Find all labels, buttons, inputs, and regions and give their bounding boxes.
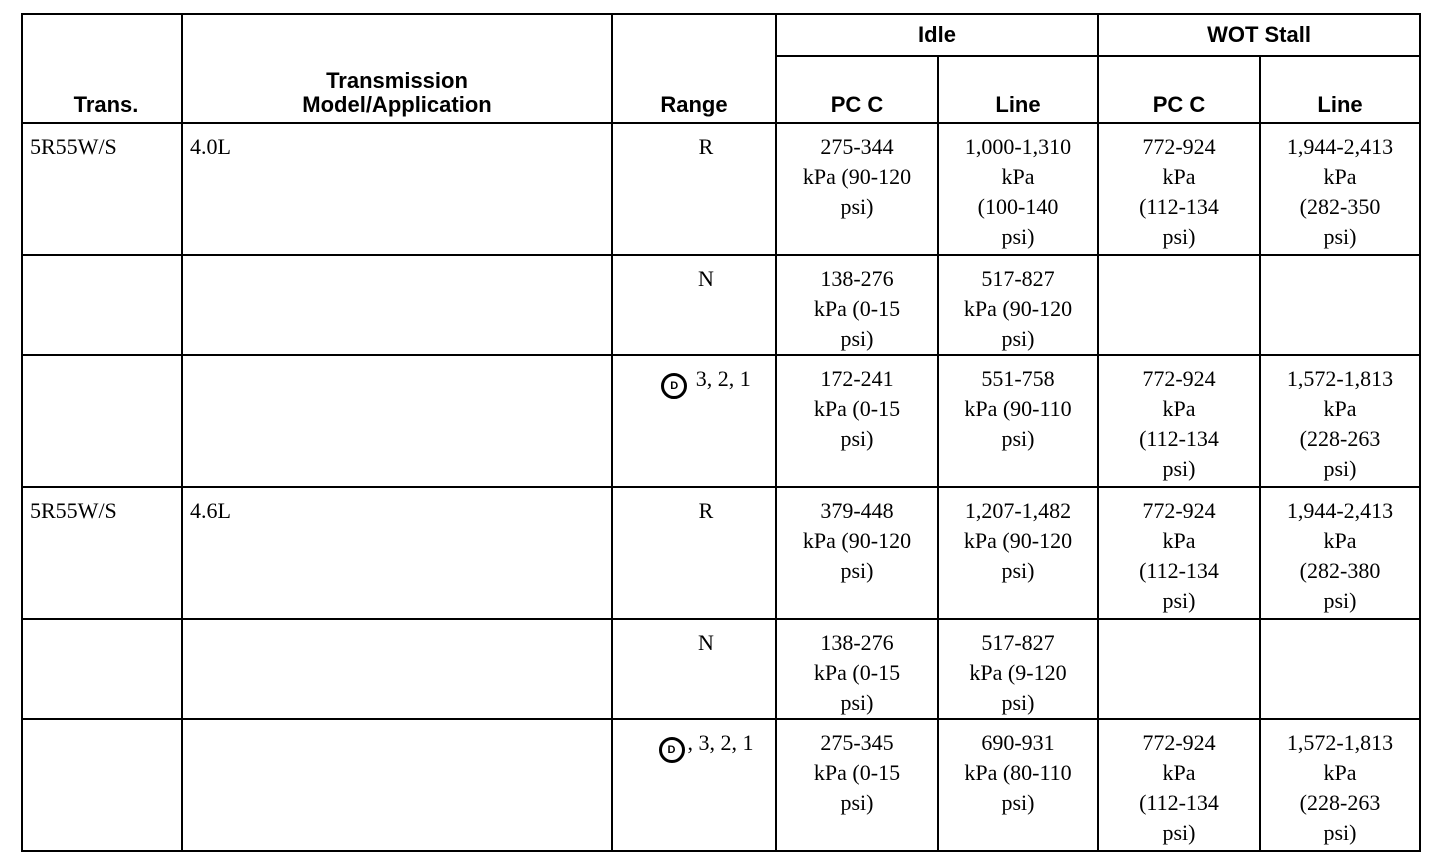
cell-idle-pcc [776, 255, 938, 355]
value-line: psi) [1001, 558, 1035, 583]
cell-wot-line [1260, 255, 1420, 355]
value-line: psi) [1323, 224, 1357, 249]
value-line: (112-134 [1139, 194, 1219, 219]
value-line: (112-134 [1139, 790, 1219, 815]
table-row [22, 619, 1420, 719]
value-line: kPa [1162, 528, 1196, 553]
cell-trans: 5R55W/S [22, 123, 182, 255]
value-line: 551-758 [981, 366, 1055, 391]
table-row [22, 719, 1420, 851]
cell-range [612, 719, 776, 851]
value-line: kPa (0-15 [813, 396, 901, 421]
cell-idle-line [938, 255, 1098, 355]
range-value: , 3, 2, 1 [687, 730, 754, 755]
cell-wot-pcc [1098, 719, 1260, 851]
cell-range [612, 123, 776, 255]
cell-range [612, 355, 776, 487]
value-line: kPa (9-120 [969, 660, 1067, 685]
value-line: kPa (90-120 [802, 164, 912, 189]
value-line: psi) [1001, 790, 1035, 815]
header-model-line2: Model/Application [302, 92, 492, 117]
value-line: psi) [840, 426, 874, 451]
header-wot-stall: WOT Stall [1098, 14, 1420, 56]
value-line: 772-924 [1142, 730, 1216, 755]
value-line: kPa [1323, 396, 1357, 421]
value-line: 1,572-1,813 [1286, 366, 1394, 391]
range-value: 3, 2, 1 [690, 366, 751, 391]
value-line: kPa (0-15 [813, 296, 901, 321]
header-model-application [182, 14, 612, 123]
circled-d-icon: D [661, 373, 687, 399]
value-line: (282-380 [1299, 558, 1381, 583]
value-line: psi) [1001, 224, 1035, 249]
cell-idle-pcc [776, 487, 938, 619]
value-line: kPa [1323, 164, 1357, 189]
cell-wot-pcc [1098, 255, 1260, 355]
cell-idle-line [938, 619, 1098, 719]
cell-model-application [182, 355, 612, 487]
value-line: psi) [1162, 224, 1196, 249]
cell-idle-pcc [776, 355, 938, 487]
value-line: psi) [1162, 456, 1196, 481]
value-line: (228-263 [1299, 426, 1381, 451]
value-line: psi) [840, 194, 874, 219]
value-line: 379-448 [820, 498, 894, 523]
value-line: 772-924 [1142, 134, 1216, 159]
value-line: kPa (80-110 [964, 760, 1072, 785]
cell-model-application [182, 719, 612, 851]
value-line: psi) [1001, 426, 1035, 451]
cell-wot-pcc [1098, 123, 1260, 255]
value-line: kPa [1001, 164, 1035, 189]
cell-trans [22, 619, 182, 719]
cell-range [612, 619, 776, 719]
value-line: psi) [840, 690, 874, 715]
header-wot-line: Line [1260, 56, 1420, 123]
value-line: 1,944-2,413 [1286, 498, 1394, 523]
cell-wot-line [1260, 355, 1420, 487]
value-line: psi) [1323, 820, 1357, 845]
cell-idle-line [938, 719, 1098, 851]
cell-wot-line [1260, 487, 1420, 619]
circled-d-icon: D [659, 737, 685, 763]
range-value: R [698, 134, 714, 159]
header-idle-pcc: PC C [776, 56, 938, 123]
cell-idle-pcc [776, 719, 938, 851]
value-line: psi) [1162, 820, 1196, 845]
cell-wot-pcc [1098, 619, 1260, 719]
cell-model-application: 4.6L [182, 487, 612, 619]
cell-idle-line [938, 487, 1098, 619]
table-row [22, 355, 1420, 487]
value-line: 517-827 [981, 630, 1055, 655]
cell-trans [22, 255, 182, 355]
cell-idle-pcc [776, 619, 938, 719]
value-line: 1,207-1,482 [964, 498, 1072, 523]
table-row [22, 255, 1420, 355]
value-line: kPa [1162, 760, 1196, 785]
value-line: psi) [840, 558, 874, 583]
header-wot-pcc: PC C [1098, 56, 1260, 123]
value-line: kPa [1323, 760, 1357, 785]
cell-trans: 5R55W/S [22, 487, 182, 619]
cell-wot-pcc [1098, 487, 1260, 619]
cell-idle-line [938, 123, 1098, 255]
cell-range [612, 255, 776, 355]
cell-wot-line [1260, 719, 1420, 851]
value-line: psi) [1001, 690, 1035, 715]
pressure-spec-table [21, 13, 1421, 852]
header-model-line1: Transmission [326, 68, 468, 93]
value-line: 772-924 [1142, 498, 1216, 523]
value-line: (282-350 [1299, 194, 1381, 219]
cell-idle-line [938, 355, 1098, 487]
value-line: psi) [1162, 588, 1196, 613]
value-line: kPa [1162, 396, 1196, 421]
header-idle: Idle [776, 14, 1098, 56]
value-line: (112-134 [1139, 426, 1219, 451]
value-line: psi) [840, 790, 874, 815]
value-line: kPa (90-120 [963, 528, 1073, 553]
cell-model-application [182, 255, 612, 355]
cell-model-application [182, 619, 612, 719]
value-line: 772-924 [1142, 366, 1216, 391]
cell-range [612, 487, 776, 619]
value-line: psi) [840, 326, 874, 351]
value-line: psi) [1323, 588, 1357, 613]
cell-model-application: 4.0L [182, 123, 612, 255]
value-line: kPa (90-110 [964, 396, 1072, 421]
cell-wot-line [1260, 123, 1420, 255]
header-idle-line: Line [938, 56, 1098, 123]
value-line: 138-276 [820, 266, 894, 291]
value-line: 517-827 [981, 266, 1055, 291]
table-body [22, 123, 1420, 851]
value-line: 1,944-2,413 [1286, 134, 1394, 159]
value-line: 275-344 [820, 134, 894, 159]
value-line: 1,000-1,310 [964, 134, 1072, 159]
value-line: kPa (0-15 [813, 660, 901, 685]
value-line: 1,572-1,813 [1286, 730, 1394, 755]
cell-wot-line [1260, 619, 1420, 719]
table-row [22, 487, 1420, 619]
cell-wot-pcc [1098, 355, 1260, 487]
cell-trans [22, 719, 182, 851]
value-line: psi) [1323, 456, 1357, 481]
header-trans: Trans. [22, 14, 182, 123]
cell-trans [22, 355, 182, 487]
cell-idle-pcc [776, 123, 938, 255]
value-line: 275-345 [820, 730, 894, 755]
range-value: N [698, 266, 714, 291]
table-row [22, 123, 1420, 255]
value-line: kPa (90-120 [802, 528, 912, 553]
range-value: N [698, 630, 714, 655]
value-line: (112-134 [1139, 558, 1219, 583]
header-range: Range [612, 14, 776, 123]
value-line: psi) [1001, 326, 1035, 351]
range-value: R [698, 498, 714, 523]
value-line: 138-276 [820, 630, 894, 655]
value-line: 690-931 [981, 730, 1055, 755]
value-line: kPa (0-15 [813, 760, 901, 785]
value-line: kPa (90-120 [963, 296, 1073, 321]
value-line: 172-241 [820, 366, 894, 391]
value-line: kPa [1323, 528, 1357, 553]
value-line: (228-263 [1299, 790, 1381, 815]
value-line: (100-140 [977, 194, 1059, 219]
value-line: kPa [1162, 164, 1196, 189]
